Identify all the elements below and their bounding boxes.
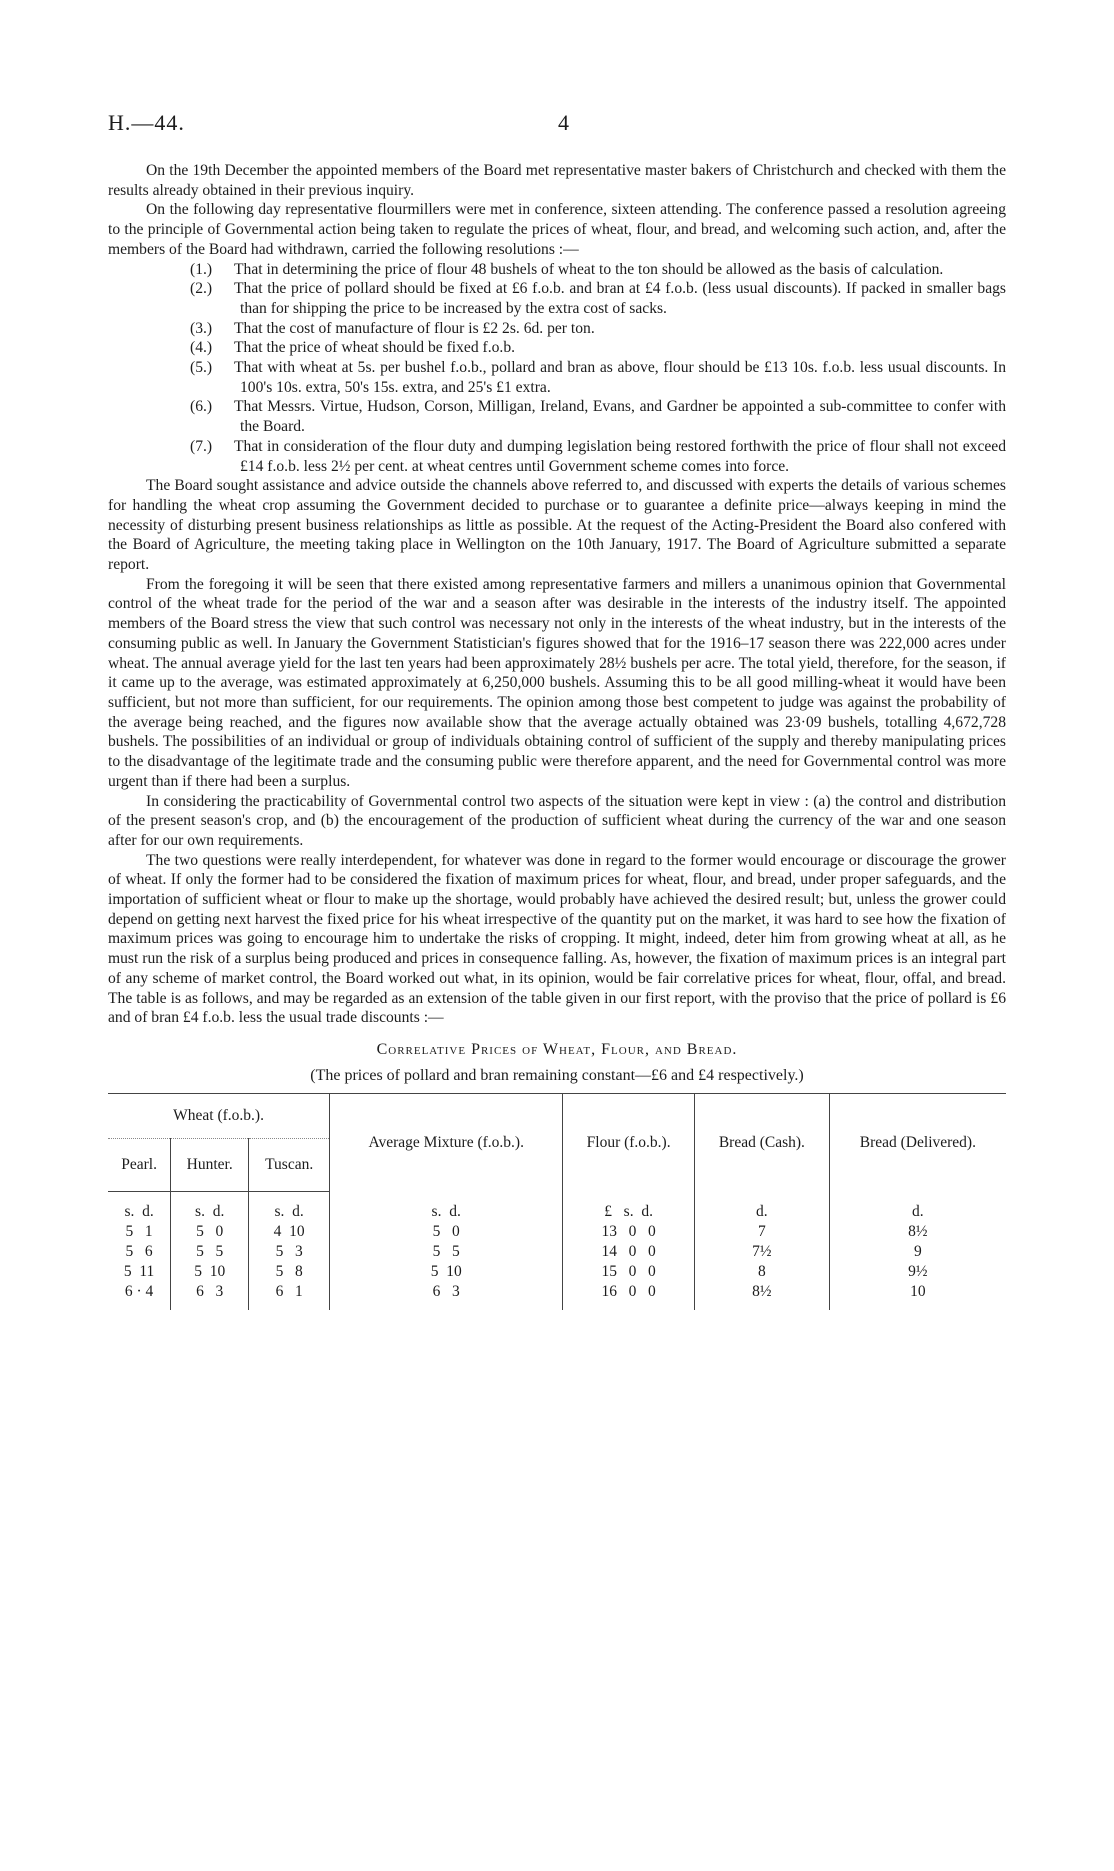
table-cell: 5 0	[330, 1222, 563, 1242]
paragraph: The two questions were really interdependent, for whatever was done in regard to the former would encourage or discourage the grower of wheat. If only the former had to be considered the fixation of maximum prices for wheat, flour, and bread, under proper safeguards, and the importation of sufficient wheat or flour to make up the shortage, would probably have achieved the desired result; but, unless the grower could depend on getting next harvest the fixed price for his wheat irrespective of the quantity put on the market, it was hard to see how the fixation of maximum prices was going to encourage him to undertake the risks of cropping. It might, indeed, deter him from growing wheat at all, as he must run the risk of a surplus being produced and prices in consequence falling. As, however, the fixation of maximum prices is an integral part of any scheme of market control, the Board worked out what, in its opinion, would be fair correlative prices for wheat, flour, offal, and bread. The table is as follows, and may be regarded as an extension of the table given in our first report, with the proviso that the price of pollard is £6 and of bran £4 f.o.b. less the usual trade discounts :—	[108, 851, 1006, 1027]
document-body	[108, 161, 1006, 1310]
resolution-text: That in consideration of the flour duty and dumping legislation being restored forthwith the price of flour shall not exceed £14 f.o.b. less 2½ per cent. at wheat centres until Government scheme comes into force.	[234, 437, 1006, 475]
table-cell: 5 1	[125, 1223, 153, 1241]
table-cell: 5 11	[123, 1263, 155, 1281]
bread-delivered-header: Bread (Delivered).	[829, 1094, 1006, 1192]
table-cell: 8½	[829, 1222, 1006, 1242]
document-reference: H.—44.	[108, 110, 185, 135]
hunter-header: Hunter.	[171, 1139, 249, 1192]
table-cell: 8	[694, 1262, 829, 1282]
page-header	[108, 110, 1008, 140]
table-cell: 6 · 4	[124, 1283, 154, 1301]
resolution-number: (4.)	[190, 339, 213, 357]
table-title: Correlative Prices of Wheat, Flour, and Bread.	[376, 1040, 738, 1058]
unit-cell: s. d.	[124, 1203, 154, 1221]
unit-cell: s. d.	[330, 1192, 563, 1223]
bread-cash-header: Bread (Cash).	[694, 1094, 829, 1192]
unit-cell: d.	[694, 1192, 829, 1223]
paragraph: The Board sought assistance and advice outside the channels above referred to, and discussed with experts the details of various schemes for handling the wheat crop assuming the Government decided to purchase or to guarantee a definite price—always keeping in mind the necessity of disturbing present business relationships as little as possible. At the request of the Acting-President the Board also confered with the Board of Agriculture, the meeting taking place in Wellington on the 10th January, 1917. The Board of Agriculture submitted a separate report.	[108, 477, 1006, 574]
resolutions-list	[108, 260, 1006, 477]
table-cell: 5 6	[125, 1243, 153, 1261]
paragraph: On the 19th December the appointed members of the Board met representative master bakers of Christchurch and checked with them the results already obtained in their previous inquiry.	[108, 162, 1006, 199]
resolution-item	[190, 437, 1006, 476]
table-cell: 10	[829, 1282, 1006, 1310]
resolution-number: (1.)	[190, 260, 213, 278]
resolution-item	[190, 260, 1006, 280]
table-cell: 7½	[694, 1242, 829, 1262]
table-subtitle: (The prices of pollard and bran remaining constant—£6 and £4 respectively.)	[310, 1066, 804, 1084]
table-cell: 9½	[829, 1262, 1006, 1282]
flour-header: Flour (f.o.b.).	[563, 1094, 695, 1192]
table-row	[108, 1262, 1006, 1282]
table-cell: 4 10	[249, 1222, 330, 1242]
resolution-text: That the price of wheat should be fixed f.o.b.	[234, 339, 516, 357]
tuscan-header: Tuscan.	[249, 1139, 330, 1192]
page-number: 4	[558, 110, 569, 135]
table-row	[108, 1242, 1006, 1262]
table-cell: 5 10	[330, 1262, 563, 1282]
resolution-number: (3.)	[190, 319, 213, 337]
table-cell: 13 0 0	[563, 1222, 695, 1242]
wheat-group-header: Wheat (f.o.b.).	[108, 1094, 330, 1139]
resolution-item	[190, 338, 1006, 358]
table-cell: 9	[829, 1242, 1006, 1262]
table-cell: 15 0 0	[563, 1262, 695, 1282]
resolution-number: (2.)	[190, 280, 213, 298]
table-row	[108, 1222, 1006, 1242]
table-cell: 8½	[694, 1282, 829, 1310]
table-cell: 16 0 0	[563, 1282, 695, 1310]
resolution-item	[190, 358, 1006, 397]
prices-table	[108, 1093, 1006, 1310]
resolution-item	[190, 397, 1006, 436]
unit-cell: s. d.	[171, 1192, 249, 1223]
table-header-row	[108, 1094, 1006, 1139]
resolution-number: (6.)	[190, 398, 213, 416]
resolution-item	[190, 319, 1006, 339]
resolution-text: That Messrs. Virtue, Hudson, Corson, Milligan, Ireland, Evans, and Gardner be appointed a sub-committee to confer with the Board.	[234, 398, 1006, 436]
table-cell: 7	[694, 1222, 829, 1242]
table-cell: 5 5	[330, 1242, 563, 1262]
resolution-number: (5.)	[190, 359, 213, 377]
paragraph: From the foregoing it will be seen that there existed among representative farmers and millers a unanimous opinion that Governmental control of the wheat trade for the period of the war and a season after was desirable in the interests of the industry itself. The appointed members of the Board stress the view that such control was necessary not only in the interests of the wheat industry, but in the interests of the consuming public as well. In January the Government Statistician's figures showed that for the 1916–17 season there was 222,000 acres under wheat. The annual average yield for the last ten years had been approximately 28½ bushels per acre. The total yield, therefore, for the season, if it came up to the average, was estimated approximately at 6,250,000 bushels. Assuming this to be all good milling-wheat it would have been sufficient, but not more than sufficient, for our requirements. The opinion among those best competent to judge was against the probability of the average being reached, and the figures now available show that the average actually obtained was 23·09 bushels, totalling 4,672,728 bushels. The possibilities of an individual or group of individuals obtaining control of sufficient of the supply and thereby manipulating prices to the disadvantage of the legitimate trade and the consuming public were therefore apparent, and the need for Governmental control was more urgent than if there had been a surplus.	[108, 575, 1006, 790]
pearl-header: Pearl.	[108, 1139, 171, 1192]
table-cell: 6 3	[330, 1282, 563, 1310]
resolution-text: That with wheat at 5s. per bushel f.o.b., pollard and bran as above, flour should be £13 10s. f.o.b. less usual discounts. In 100's 10s. extra, 50's 15s. extra, and 25's £1 extra.	[234, 359, 1006, 396]
unit-cell: s. d.	[249, 1192, 330, 1223]
table-cell: 6 3	[171, 1282, 249, 1310]
table-cell: 5 5	[171, 1242, 249, 1262]
paragraph: On the following day representative flourmillers were met in conference, sixteen attending. The conference passed a resolution agreeing to the principle of Governmental action being taken to regulate the prices of wheat, flour, and bread, and welcoming such action, and, after the members of the Board had withdrawn, carried the following resolutions :—	[108, 201, 1006, 258]
table-cell: 5 3	[249, 1242, 330, 1262]
unit-cell: £ s. d.	[563, 1192, 695, 1223]
table-row	[108, 1282, 1006, 1310]
resolution-text: That the price of pollard should be fixed at £6 f.o.b. and bran at £4 f.o.b. (less usual discounts). If packed in smaller bags than for shipping the price to be increased by the extra cost of sacks.	[234, 280, 1006, 317]
resolution-text: That in determining the price of flour 48 bushels of wheat to the ton should be allowed as the basis of calculation.	[234, 260, 944, 278]
unit-cell: d.	[829, 1192, 1006, 1223]
resolution-item	[190, 279, 1006, 318]
table-cell: 5 0	[171, 1222, 249, 1242]
table-cell: 6 1	[249, 1282, 330, 1310]
table-cell: 5 8	[249, 1262, 330, 1282]
resolution-number: (7.)	[190, 437, 213, 455]
paragraph: In considering the practicability of Governmental control two aspects of the situation were kept in view : (a) the control and distribution of the present season's crop, and (b) the encouragement of the production of sufficient wheat during the currency of the war and one season after for our own requirements.	[108, 792, 1006, 849]
resolution-text: That the cost of manufacture of flour is £2 2s. 6d. per ton.	[234, 319, 595, 337]
units-row	[108, 1192, 1006, 1223]
table-cell: 5 10	[171, 1262, 249, 1282]
table-cell: 14 0 0	[563, 1242, 695, 1262]
average-mixture-header: Average Mixture (f.o.b.).	[330, 1094, 563, 1192]
